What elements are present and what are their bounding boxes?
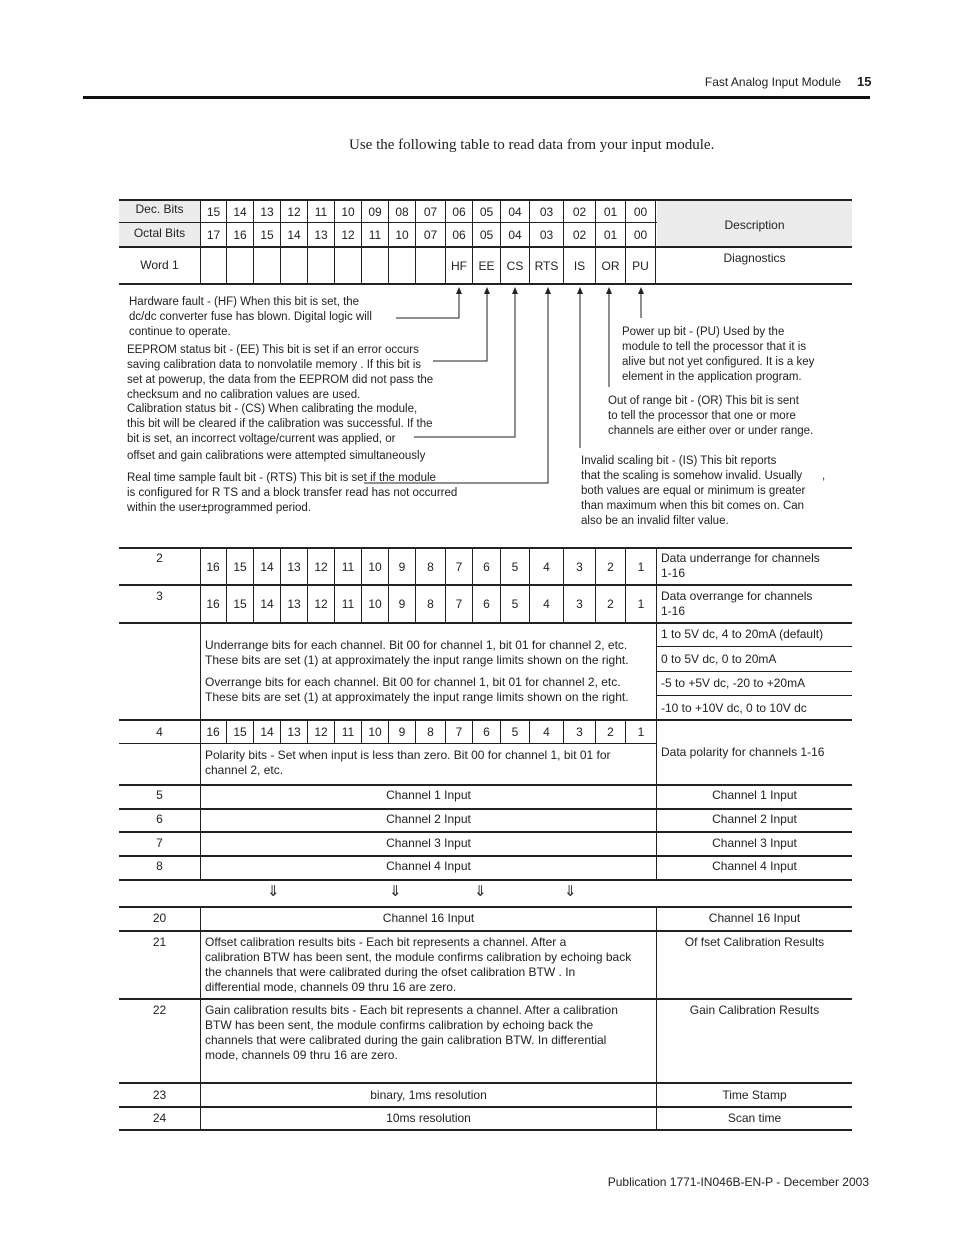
octal-bit-cell: 00: [626, 223, 656, 246]
text-line: channels that were calibrated during the gain calibration BTW. In differential: [205, 1033, 607, 1047]
arrow-up-icon: [545, 287, 551, 294]
rule: [119, 906, 852, 908]
note-line: set at powerup, the data from the EEPROM did not pass the: [127, 374, 434, 386]
continuation-arrow-icon: ⇓: [474, 883, 487, 900]
word1-bit-cell: RTS: [530, 248, 564, 283]
bit-number-cell: 16: [200, 721, 227, 743]
rule: [119, 930, 852, 932]
bit-number-cell: 16: [200, 586, 227, 622]
description-line: 1-16: [661, 566, 686, 580]
word1-label: Word 1: [140, 258, 179, 272]
bit-number-cell: 13: [281, 721, 308, 743]
dec-bit-cell: 08: [389, 201, 416, 222]
word1-bit-cell: EE: [473, 248, 501, 283]
row4-description: Data polarity for channels 1-16: [661, 745, 825, 759]
description-line: Data underrange for channels: [661, 551, 820, 565]
bit-number-cell: 3: [564, 586, 596, 622]
octal-bit-cell: 10: [389, 223, 416, 246]
octal-bit-cell: 04: [501, 223, 530, 246]
channel-content: Channel 1 Input: [386, 788, 471, 802]
bit-number-cell: 12: [308, 586, 335, 622]
dec-bit-cell: 12: [281, 201, 308, 222]
octal-bits-label: Octal Bits: [133, 226, 186, 240]
dec-bit-cell: 02: [564, 201, 596, 222]
rule: [119, 622, 852, 624]
description-line: 1-16: [661, 604, 686, 618]
bit-number-cell: 7: [446, 549, 473, 584]
note-line: bit is set, an incorrect voltage/current was applied, or: [127, 433, 396, 445]
scan-time-description: Scan time: [727, 1111, 782, 1125]
word-number: 6: [156, 812, 163, 826]
gain-calibration-text: [205, 1003, 618, 1063]
row3-description: [661, 589, 812, 619]
offset-calibration-description: Of fset Calibration Results: [684, 935, 825, 949]
bit-number-cell: 4: [530, 586, 564, 622]
note-line: both values are equal or minimum is greater: [581, 485, 806, 497]
word1-bit-cell: IS: [564, 248, 596, 283]
note-line: channels are either over or under range.: [608, 425, 814, 437]
octal-bit-cell: 02: [564, 223, 596, 246]
bit-number-cell: 3: [564, 721, 596, 743]
note-line: Real time sample fault bit - (RTS) This bit is set if the module: [127, 472, 436, 484]
octal-bit-cell: 07: [416, 223, 446, 246]
note-line: Calibration status bit - (CS) When calibrating the module,: [127, 403, 418, 415]
bit-number-cell: 15: [227, 721, 254, 743]
bit-number-cell: 2: [596, 549, 626, 584]
text-line: differential mode, channels 09 thru 16 are zero.: [205, 980, 457, 994]
bit-number-cell: 11: [335, 721, 362, 743]
word-number: 3: [156, 589, 163, 603]
time-stamp-description: Time Stamp: [722, 1088, 787, 1102]
dec-bit-cell: 15: [200, 201, 227, 222]
channel-description: Channel 1 Input: [712, 788, 797, 802]
range-2: 0 to 5V dc, 0 to 20mA: [661, 652, 777, 666]
word-number: 20: [152, 911, 167, 925]
bit-number-cell: 4: [530, 721, 564, 743]
note-line: Out of range bit - (OR) This bit is sent: [608, 395, 799, 407]
range-4: -10 to +10V dc, 0 to 10V dc: [661, 701, 807, 715]
bit-number-cell: 6: [473, 721, 501, 743]
word-number: 4: [156, 725, 163, 739]
note-line: EEPROM status bit - (EE) This bit is set if an error occurs: [127, 344, 419, 356]
word-number: 2: [156, 551, 163, 565]
rule: [119, 998, 852, 1000]
bit-number-cell: 13: [281, 586, 308, 622]
dec-bit-cell: 06: [446, 201, 473, 222]
bit-number-cell: 13: [281, 549, 308, 584]
text-line: BTW has been sent, the module confirms calibration by echoing back the: [205, 1018, 594, 1032]
dec-bit-cell: 13: [254, 201, 281, 222]
range-1: 1 to 5V dc, 4 to 20mA (default): [661, 627, 824, 641]
word1-bit-cell: HF: [446, 248, 473, 283]
bit-number-cell: 6: [473, 586, 501, 622]
note-line: that the scaling is somehow invalid. Usually: [581, 470, 803, 482]
description-label: Description: [724, 218, 785, 232]
rule: [119, 855, 852, 857]
bit-number-cell: 3: [564, 549, 596, 584]
arrow-up-icon: [638, 287, 644, 294]
note-comma: ,: [822, 470, 826, 482]
bit-number-cell: 10: [362, 586, 389, 622]
bit-number-cell: 8: [416, 549, 446, 584]
dec-bit-cell: 05: [473, 201, 501, 222]
column-rule: [656, 548, 657, 879]
bit-number-cell: 16: [200, 549, 227, 584]
channel-description: Channel 16 Input: [708, 911, 801, 925]
scan-time-content: 10ms resolution: [386, 1111, 471, 1125]
dec-bit-cell: 14: [227, 201, 254, 222]
note-line: to tell the processor that one or more: [608, 410, 796, 422]
arrow-up-icon: [484, 287, 490, 294]
octal-bit-cell: 17: [200, 223, 227, 246]
note-line: dc/dc converter fuse has blown. Digital logic will: [129, 311, 372, 323]
dec-bits-label: Dec. Bits: [135, 202, 184, 216]
octal-bit-cell: 14: [281, 223, 308, 246]
text-line: channel 2, etc.: [205, 763, 284, 777]
rule: [657, 646, 852, 647]
dec-bit-cell: 01: [596, 201, 626, 222]
word-number: 8: [156, 859, 163, 873]
bit-number-cell: 11: [335, 549, 362, 584]
text-line: Offset calibration results bits - Each bit represents a channel. After a: [205, 935, 567, 949]
publication-footer: Publication 1771-IN046B-EN-P - December 2003: [607, 1175, 869, 1189]
note-line: Hardware fault - (HF) When this bit is set, the: [129, 296, 360, 308]
octal-bit-cell: 13: [308, 223, 335, 246]
bit-number-cell: 12: [308, 721, 335, 743]
row2-description: [661, 551, 820, 581]
octal-bit-cell: 05: [473, 223, 501, 246]
note-line: continue to operate.: [129, 326, 231, 338]
bit-number-cell: 15: [227, 549, 254, 584]
text-line: calibration BTW has been sent, the module confirms calibration by echoing back: [205, 950, 632, 964]
text-line: Gain calibration results bits - Each bit represents a channel. After a calibration: [205, 1003, 618, 1017]
bit-number-cell: 9: [389, 721, 416, 743]
continuation-arrow-icon: ⇓: [267, 883, 280, 900]
word-number: 5: [156, 788, 163, 802]
bit-number-cell: 10: [362, 721, 389, 743]
leader-lines: [0, 0, 954, 560]
bit-number-cell: 14: [254, 721, 281, 743]
note-line: module to tell the processor that it is: [622, 341, 807, 353]
continuation-arrow-icon: ⇓: [389, 883, 402, 900]
rule: [119, 1106, 852, 1108]
note-line: alive but not yet configured. It is a key: [622, 356, 815, 368]
bit-number-cell: 14: [254, 586, 281, 622]
bit-number-cell: 15: [227, 586, 254, 622]
rule: [119, 1129, 852, 1131]
dec-bit-cell: 09: [362, 201, 389, 222]
dec-bit-cell: 04: [501, 201, 530, 222]
arrow-up-icon: [606, 287, 612, 294]
note-line: this bit will be cleared if the calibration was successful. If the: [127, 418, 433, 430]
arrow-up-icon: [512, 287, 518, 294]
word1-bit-cell: CS: [501, 248, 530, 283]
bit-number-cell: 5: [501, 549, 530, 584]
range-3: -5 to +5V dc, -20 to +20mA: [661, 676, 806, 690]
octal-bit-cell: 15: [254, 223, 281, 246]
bit-number-cell: 1: [637, 725, 645, 739]
word-number: 22: [152, 1003, 167, 1017]
text-line: Underrange bits for each channel. Bit 00 for channel 1, bit 01 for channel 2, etc.: [205, 638, 628, 652]
polarity-text: [205, 748, 611, 778]
note-line: also be an invalid filter value.: [581, 515, 729, 527]
bit-number-cell: 9: [389, 549, 416, 584]
note-line: saving calibration data to nonvolatile memory . If this bit is: [127, 359, 422, 371]
rule: [119, 808, 852, 810]
underrange-text: [205, 638, 629, 668]
octal-bit-cell: 11: [362, 223, 389, 246]
bit-number-cell: 5: [501, 586, 530, 622]
bit-number-cell: 4: [530, 549, 564, 584]
bit-number-cell: 2: [596, 721, 626, 743]
note-line: checksum and no calibration values are used.: [127, 389, 361, 401]
channel-description: Channel 2 Input: [712, 812, 797, 826]
overrange-text: [205, 675, 629, 705]
bit-number-cell: 2: [596, 586, 626, 622]
dec-bit-cell: 11: [308, 201, 335, 222]
rule: [119, 831, 852, 833]
note-line: element in the application program.: [622, 371, 802, 383]
word-number: 23: [152, 1088, 167, 1102]
rule: [119, 1082, 852, 1084]
bit-number-cell: 14: [254, 549, 281, 584]
note-line: within the user±programmed period.: [127, 502, 312, 514]
rule: [657, 695, 852, 696]
rule: [657, 671, 852, 672]
word-number: 21: [152, 935, 167, 949]
channel-description: Channel 4 Input: [712, 859, 797, 873]
rule: [119, 784, 852, 786]
text-line: Polarity bits - Set when input is less than zero. Bit 00 for channel 1, bit 01 for: [205, 748, 611, 762]
octal-bit-cell: 12: [335, 223, 362, 246]
rule: [119, 879, 852, 881]
word1-description: Diagnostics: [723, 251, 786, 265]
intro-text: Use the following table to read data from your input module.: [349, 137, 715, 153]
octal-bit-cell: 03: [530, 223, 564, 246]
channel-content: Channel 16 Input: [382, 911, 475, 925]
text-line: Overrange bits for each channel. Bit 00 for channel 1, bit 01 for channel 2, etc.: [205, 675, 621, 689]
dec-bit-cell: 00: [626, 201, 656, 222]
bit-number-cell: 9: [389, 586, 416, 622]
text-line: mode, channels 09 thru 16 are zero.: [205, 1048, 398, 1062]
bit-number-cell: 8: [416, 721, 446, 743]
channel-content: Channel 2 Input: [386, 812, 471, 826]
text-line: These bits are set (1) at approximately the input range limits shown on the right.: [205, 653, 629, 667]
octal-bit-cell: 16: [227, 223, 254, 246]
dec-bit-cell: 10: [335, 201, 362, 222]
note-line: Invalid scaling bit - (IS) This bit reports: [581, 455, 777, 467]
arrow-up-icon: [577, 287, 583, 294]
text-line: the channels that were calibrated during the ofset calibration BTW . In: [205, 965, 576, 979]
continuation-arrow-icon: ⇓: [564, 883, 577, 900]
note-line: Power up bit - (PU) Used by the: [622, 326, 785, 338]
bit-number-cell: 7: [446, 721, 473, 743]
word1-bit-cell: PU: [626, 248, 656, 283]
channel-content: Channel 4 Input: [386, 859, 471, 873]
word1-bit-cell: OR: [596, 248, 626, 283]
bit-number-cell: 1: [637, 597, 645, 611]
bit-number-cell: 11: [335, 586, 362, 622]
offset-calibration-text: [205, 935, 631, 995]
note-line: than maximum when this bit comes on. Can: [581, 500, 805, 512]
bit-number-cell: 5: [501, 721, 530, 743]
word-number: 7: [156, 836, 163, 850]
note-line: is configured for R TS and a block transfer read has not occurred: [127, 487, 458, 499]
page-number: 15: [857, 74, 872, 89]
channel-description: Channel 3 Input: [712, 836, 797, 850]
bit-number-cell: 12: [308, 549, 335, 584]
octal-bit-cell: 01: [596, 223, 626, 246]
time-stamp-content: binary, 1ms resolution: [370, 1088, 487, 1102]
bit-number-cell: 6: [473, 549, 501, 584]
bit-number-cell: 8: [416, 586, 446, 622]
running-header-title: Fast Analog Input Module: [704, 75, 841, 89]
octal-bit-cell: 06: [446, 223, 473, 246]
description-line: Data overrange for channels: [661, 589, 813, 603]
note-line: offset and gain calibrations were attempted simultaneously: [127, 450, 426, 462]
gain-calibration-description: Gain Calibration Results: [689, 1003, 820, 1017]
bit-number-cell: 1: [637, 559, 645, 574]
bit-number-cell: 10: [362, 549, 389, 584]
text-line: These bits are set (1) at approximately the input range limits shown on the right.: [205, 690, 629, 704]
bit-number-cell: 7: [446, 586, 473, 622]
dec-bit-cell: 07: [416, 201, 446, 222]
arrow-up-icon: [456, 287, 462, 294]
word-number: 24: [152, 1111, 167, 1125]
dec-bit-cell: 03: [530, 201, 564, 222]
channel-content: Channel 3 Input: [386, 836, 471, 850]
